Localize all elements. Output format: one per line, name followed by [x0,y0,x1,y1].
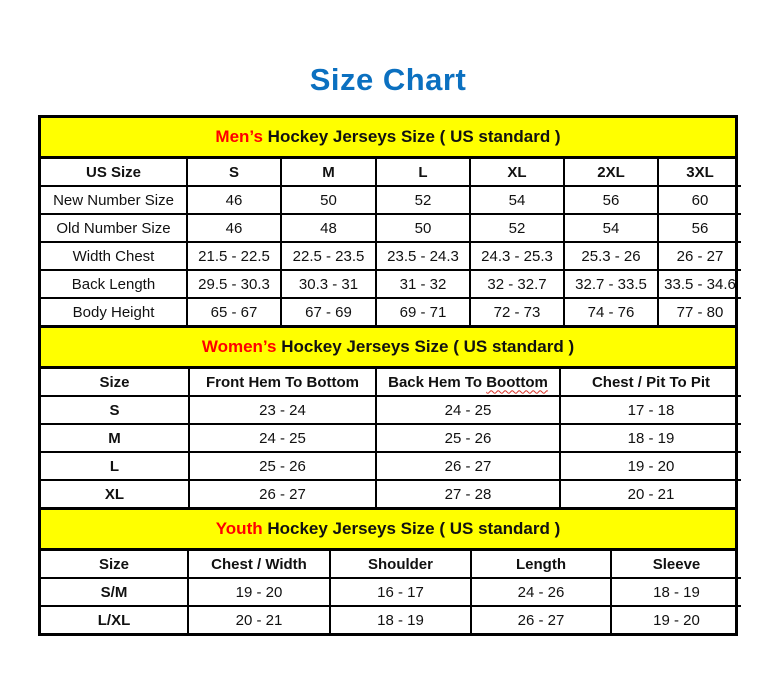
column-header-back-hem [376,369,560,396]
row-label: XL [41,480,189,507]
value-cell: 18 - 19 [330,606,471,633]
value-cell: 33.5 - 34.6 [658,270,741,298]
row-label: S [41,396,189,424]
mens-banner-text: Hockey Jerseys Size ( US standard ) [262,127,561,146]
column-header: Chest / Pit To Pit [560,369,741,396]
row-label: Body Height [41,298,187,325]
table-row [41,606,741,633]
column-header: XL [470,159,564,186]
mens-size-table [41,159,741,325]
value-cell: 50 [376,214,470,242]
value-cell: 32 - 32.7 [470,270,564,298]
womens-section-banner [41,325,735,369]
column-header: L [376,159,470,186]
table-row [41,214,741,242]
column-header: 3XL [658,159,741,186]
column-header: US Size [41,159,187,186]
value-cell: 77 - 80 [658,298,741,325]
table-row [41,424,741,452]
value-cell: 26 - 27 [189,480,376,507]
value-cell: 65 - 67 [187,298,281,325]
table-row [41,396,741,424]
value-cell: 23.5 - 24.3 [376,242,470,270]
value-cell: 29.5 - 30.3 [187,270,281,298]
table-header-row [41,369,741,396]
table-header-row [41,159,741,186]
value-cell: 52 [470,214,564,242]
youth-size-table [41,551,741,633]
value-cell: 17 - 18 [560,396,741,424]
value-cell: 21.5 - 22.5 [187,242,281,270]
value-cell: 24 - 25 [189,424,376,452]
value-cell: 67 - 69 [281,298,376,325]
value-cell: 18 - 19 [560,424,741,452]
value-cell: 27 - 28 [376,480,560,507]
value-cell: 24.3 - 25.3 [470,242,564,270]
value-cell: 48 [281,214,376,242]
value-cell: 54 [470,186,564,214]
value-cell: 16 - 17 [330,578,471,606]
value-cell: 24 - 26 [471,578,611,606]
value-cell: 23 - 24 [189,396,376,424]
value-cell: 32.7 - 33.5 [564,270,658,298]
value-cell: 26 - 27 [471,606,611,633]
column-header: Length [471,551,611,578]
youth-section-banner [41,507,735,551]
value-cell: 30.3 - 31 [281,270,376,298]
value-cell: 25.3 - 26 [564,242,658,270]
column-header: Size [41,551,188,578]
value-cell: 20 - 21 [188,606,330,633]
page-title: Size Chart [309,62,467,97]
value-cell: 24 - 25 [376,396,560,424]
value-cell: 25 - 26 [376,424,560,452]
value-cell: 25 - 26 [189,452,376,480]
column-header: Front Hem To Bottom [189,369,376,396]
value-cell: 56 [658,214,741,242]
value-cell: 26 - 27 [376,452,560,480]
value-cell: 19 - 20 [611,606,741,633]
column-header-text: Back Hem To [388,373,487,391]
column-header: Shoulder [330,551,471,578]
column-header: Chest / Width [188,551,330,578]
row-label: Back Length [41,270,187,298]
womens-banner-text: Hockey Jerseys Size ( US standard ) [276,337,575,356]
table-row [41,242,741,270]
table-row [41,480,741,507]
row-label: M [41,424,189,452]
womens-highlight-label: Women’s [201,337,277,356]
column-header: Sleeve [611,551,741,578]
row-label: L [41,452,189,480]
column-header: 2XL [564,159,658,186]
value-cell: 26 - 27 [658,242,741,270]
row-label: New Number Size [41,186,187,214]
youth-banner-text: Hockey Jerseys Size ( US standard ) [262,519,561,538]
value-cell: 19 - 20 [560,452,741,480]
value-cell: 72 - 73 [470,298,564,325]
table-row [41,270,741,298]
womens-size-table [41,369,741,507]
misspelled-word: Boottom [486,373,548,391]
table-row [41,578,741,606]
column-header: Size [41,369,189,396]
column-header: M [281,159,376,186]
value-cell: 31 - 32 [376,270,470,298]
mens-highlight-label: Men’s [215,127,263,146]
value-cell: 54 [564,214,658,242]
value-cell: 50 [281,186,376,214]
table-row [41,186,741,214]
value-cell: 69 - 71 [376,298,470,325]
youth-highlight-label: Youth [215,519,263,538]
value-cell: 19 - 20 [188,578,330,606]
value-cell: 52 [376,186,470,214]
value-cell: 22.5 - 23.5 [281,242,376,270]
row-label: L/XL [41,606,188,633]
value-cell: 46 [187,214,281,242]
size-chart [38,115,738,636]
value-cell: 20 - 21 [560,480,741,507]
row-label: Old Number Size [41,214,187,242]
column-header: S [187,159,281,186]
value-cell: 18 - 19 [611,578,741,606]
table-row [41,298,741,325]
value-cell: 46 [187,186,281,214]
value-cell: 56 [564,186,658,214]
table-header-row [41,551,741,578]
mens-section-banner [41,118,735,159]
row-label: Width Chest [41,242,187,270]
table-row [41,452,741,480]
value-cell: 74 - 76 [564,298,658,325]
row-label: S/M [41,578,188,606]
value-cell: 60 [658,186,741,214]
